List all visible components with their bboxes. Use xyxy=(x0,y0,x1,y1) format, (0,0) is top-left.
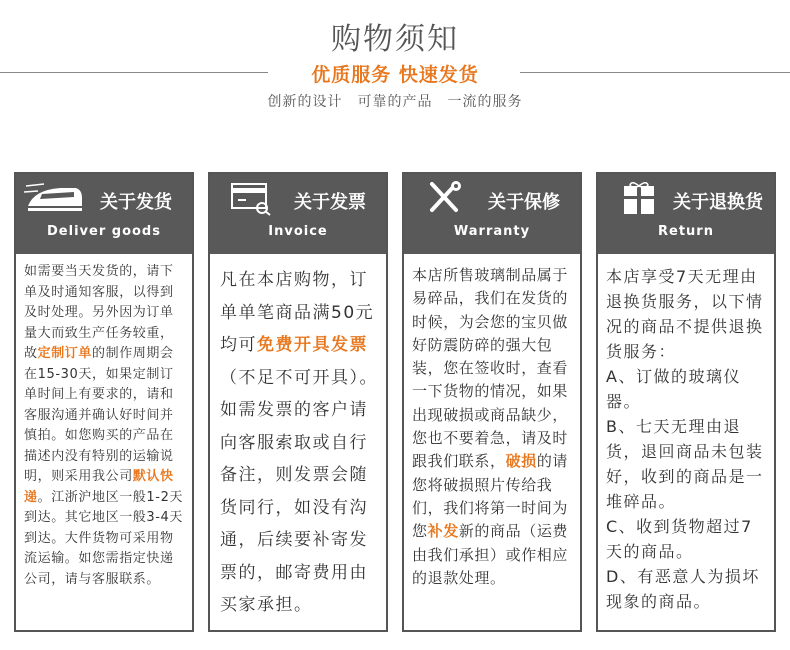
list-item: D、有恶意人为损坏现象的商品。 xyxy=(606,567,760,611)
card-title: 关于发货 xyxy=(100,192,172,213)
card-header xyxy=(404,174,580,254)
card-invoice xyxy=(208,172,388,632)
body-text: （不足不可开具）。如需发票的客户请向客服索取或自行备注，则发票会随货同行，如没有沟通，后续要补寄发票的，邮寄费用由买家承担。 xyxy=(220,367,378,615)
highlight-text: 免费开具发票 xyxy=(257,335,368,355)
card-delivery xyxy=(14,172,194,632)
card-header xyxy=(210,174,386,254)
body-text: 。江浙沪地区一般1-2天到达。其它地区一般3-4天到达。大件货物可采用物流运输。如您需指定快递公司，请与客服联系。 xyxy=(24,489,184,587)
list-item: B、七天无理由退货，退回商品未包装好，收到的商品是一堆碎品。 xyxy=(606,417,764,511)
invoice-icon xyxy=(218,180,278,216)
body-text: 凡在本店购物，订单单笔商品满50元均可 xyxy=(220,270,375,355)
card-body xyxy=(598,254,774,614)
body-text: 本店享受7天无理由退换货服务，以下情况的商品不提供退换货服务： xyxy=(606,267,764,361)
highlight-text: 破损 xyxy=(505,452,537,471)
highlight-text: 默认快递 xyxy=(24,469,174,505)
page-title: 购物须知 xyxy=(331,22,459,57)
train-icon xyxy=(24,180,84,216)
card-subtitle: Return xyxy=(658,224,714,239)
highlight-text: 补发 xyxy=(427,522,459,541)
list-item: A、订做的玻璃仪器。 xyxy=(606,367,741,411)
body-text: 本店所售玻璃制品属于易碎品，我们在发货的时候，为会您的宝贝做好防震防碎的强大包装，您在签收时，查看一下货物的情况，如果出现破损或商品缺少，您也不要着急，请及时跟我们联系， xyxy=(412,266,569,471)
card-subtitle: Deliver goods xyxy=(47,224,161,239)
card-body xyxy=(210,254,386,622)
tools-icon xyxy=(412,180,472,216)
body-text: 新的商品（运费由我们承担）或作相应的退款处理。 xyxy=(412,522,569,587)
card-header xyxy=(598,174,774,254)
card-title: 关于保修 xyxy=(488,192,560,213)
body-text: 如需要当天发货的，请下单及时通知客服，以得到及时处理。另外因为订单量大而致生产任务较重，故 xyxy=(24,264,174,361)
card-title: 关于发票 xyxy=(294,192,366,213)
gift-icon xyxy=(606,180,666,216)
body-text: 的制作周期会在15-30天，如果定制订单时间上有要求的，请和客服沟通并确认好时间并慎拍。如您购买的产品在描述内没有特别的运输说明，则采用我公司 xyxy=(24,346,174,484)
card-title: 关于退换货 xyxy=(673,192,763,213)
card-subtitle: Invoice xyxy=(268,224,328,239)
page-tagline: 创新的设计 可靠的产品 一流的服务 xyxy=(267,94,523,110)
card-warranty xyxy=(402,172,582,632)
list-item: C、收到货物超过7天的商品。 xyxy=(606,517,753,561)
card-subtitle: Warranty xyxy=(453,224,531,239)
card-header xyxy=(16,174,192,254)
card-body xyxy=(16,254,192,590)
page-subtitle: 优质服务 快速发货 xyxy=(311,64,479,86)
card-body xyxy=(404,254,580,590)
card-return xyxy=(596,172,776,632)
body-text: 的请您将破损照片传给我们，我们将第一时间为您 xyxy=(412,452,569,541)
highlight-text: 定制订单 xyxy=(37,346,93,361)
